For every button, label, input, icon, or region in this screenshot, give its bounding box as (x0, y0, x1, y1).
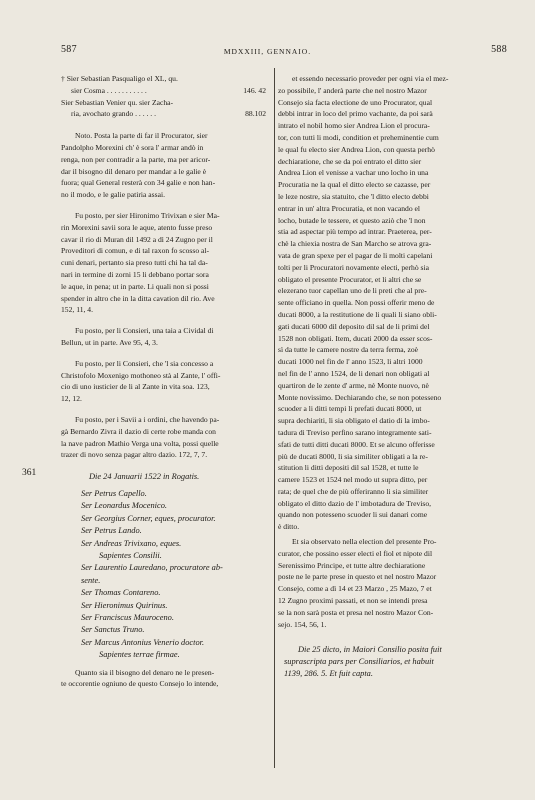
text-line: supra dechiariti, li sia obligato el datio di la imbo- (278, 416, 430, 426)
text-line: Consejo, come a dì 14 et 23 Marzo , 25 Mazo, 7 et (278, 584, 432, 594)
vote-entry-text: Sier Sebastian Pasqualigo el XL, qu. (66, 74, 178, 83)
text-line: Fu posto, per i Savii a i ordini, che havendo pa- (75, 414, 220, 424)
text-line: 12 Zugno proximi passati, et non se intendi presa (278, 596, 428, 606)
paragraph (61, 210, 268, 316)
text-line: 1139, 286. 5. Et fuit capta. (284, 669, 373, 679)
text-line: le aque, in pena; ut in parte. Li quali non si possi (61, 281, 209, 291)
vote-entry-text: sier Cosma . . . . . . . . . . . (71, 85, 147, 95)
name-entry: Ser Marcus Antonius Venerio doctor. (81, 637, 205, 647)
text-line: nari in termine di zorni 15 li debbano portar sora (61, 269, 209, 279)
text-line: 1528 non obligati. Item, ducati 2000 da esser scos- (278, 333, 433, 343)
name-entry: Ser Petrus Lando. (81, 526, 142, 536)
name-entry: Ser Andreas Trivixano, eques. (81, 538, 182, 548)
text-line: più de ducati 8000, li sia similiter obligati a la re- (278, 451, 428, 461)
text-line: spender in altro che in la ditta cavation dil rio. Ave (61, 293, 215, 303)
text-line: cavar il rio di Muran dil 1492 a dì 24 Zugno per il (61, 234, 213, 244)
name-entry: sente. (81, 575, 101, 585)
name-entry: Ser Leonardus Mocenico. (81, 501, 167, 511)
text-line: obligato el ditto dazio de l' imbotadura de Treviso, (278, 498, 432, 508)
vote-entry (61, 97, 268, 109)
right-column (278, 73, 511, 680)
text-line: se la non sarà posta et presa nel nostro Mazor Con- (278, 607, 434, 617)
text-line: Die 25 dicto, in Maiori Consilio posita fuit (298, 645, 442, 655)
text-line: Pandolpho Morexini ch' è sora l' armar andò in (61, 142, 204, 152)
paragraph (61, 414, 268, 461)
vote-list (61, 73, 268, 120)
text-line: Monte novissimo. Dechiarando che, se non potesseno (278, 392, 442, 402)
text-line: stia ad aspectar più tempo ad intrar. Praeterea, per- (278, 227, 432, 237)
vote-entry-text: ria, avochato grando . . . . . . (71, 109, 156, 119)
running-title: MDXXIII, GENNAIO. (223, 47, 312, 56)
text-line: Et sia observato nella election del presente Pro- (292, 537, 437, 547)
text-line: 12, 12. (61, 394, 82, 404)
margin-number: 361 (22, 468, 37, 478)
text-line: cuni denari, pertanto sia preso tutti chi ha tal da- (61, 258, 208, 268)
text-line: poste ne le parte prese in questo et nel nostro Mazor (278, 572, 437, 582)
text-line: Proveditori di comun, e di tal raxon fo scosso al- (61, 246, 210, 256)
name-entry: Ser Laurentio Lauredano, procuratore ab- (81, 563, 223, 573)
page-number-right: 588 (491, 44, 507, 55)
text-line: obligato el presente Procurator, et li altri che se (278, 274, 422, 284)
vote-entry-number: 146. 42 (243, 85, 266, 95)
left-paragraphs (61, 130, 268, 461)
name-entry: Ser Franciscus Mauroceno. (81, 612, 174, 622)
text-line: cio di uno iusticier de li al Zante in vita soa. 123, (61, 382, 210, 392)
text-line: sente officiano in quella. Non possi offerir meno de (278, 298, 435, 308)
text-line: la nave padron Mathio Verga una volta, possi quelle (61, 438, 219, 448)
text-line: elezerano tuor capellan uno de li preti che al pre- (278, 286, 427, 296)
name-entry: Ser Hieronimus Quirinus. (81, 600, 168, 610)
text-line: intrato el nobil homo sier Andrea Lion el procura- (278, 121, 430, 131)
text-line: 152, 11, 4. (61, 305, 93, 315)
text-line: gati ducati 6000 dil deposito dil sal de li primi del (278, 321, 430, 331)
text-line: chè la chiexia nostra de San Marcho se atrova gra- (278, 239, 432, 249)
text-line: ducati 8000, a la restitutione de li quali li siano obli- (278, 309, 437, 319)
name-entry: Ser Petrus Capello. (81, 488, 147, 498)
text-line: renga, non per contradir a la parte, ma per aricor- (61, 154, 211, 164)
paragraph (278, 644, 511, 679)
text-line: Procuratia ne la qual el ditto electo se cazasse, per (278, 180, 431, 190)
text-line: rin Morexini savii sora le aque, atento fusse preso (61, 222, 213, 232)
text-line: locho, butade le tessere, et questo aziò che 'l non (278, 215, 426, 225)
text-line: te occorentie ogniuno de questo Consejo lo intende, (61, 679, 219, 689)
text-line: vata de gran spexe per el pagar de li molti capelani (278, 250, 433, 260)
text-line: Andrea Lion el venisse a vachar uno locho in una (278, 168, 429, 178)
names-list (61, 488, 268, 662)
paragraph (61, 130, 268, 201)
right-paragraphs (278, 73, 511, 680)
text-line: dar il bisogno dil denaro per mandar a le galie è (61, 166, 207, 176)
text-line: Consejo sia facta electione de uno Procurator, qual (278, 97, 433, 107)
text-line: Noto. Posta la parte di far il Procurator, sier (75, 131, 208, 141)
name-entry: Ser Georgius Corner, eques, procurator. (81, 513, 216, 523)
page-number-left: 587 (61, 44, 77, 55)
paragraph (278, 73, 511, 533)
text-line: no il modo, e le galie patiria assai. (61, 190, 165, 200)
text-line: nel fin de l' anno 1524, de li denari non obligati al (278, 368, 430, 378)
text-line: tor, con tutti li modi, condition et preheminentie cum (278, 132, 439, 142)
vote-entry (61, 108, 268, 120)
vote-entry-number: 88.102 (245, 109, 266, 119)
name-entry: Ser Sanctus Truno. (81, 625, 145, 635)
text-line: camere 1523 et 1524 nel modo ut supra ditto, per (278, 475, 428, 485)
vote-entry (61, 85, 268, 97)
text-line: zo possibile, l' anderà parte che nel nostro Mazor (278, 85, 427, 95)
text-line: tadura di Treviso perfino sarano integramente sati- (278, 427, 432, 437)
text-line: Christofolo Moxenigo mothoneo stà al Zante, l' offi- (61, 370, 221, 380)
text-line: trazer di novo senza pagar altro dazio. 172, 7, 7. (61, 450, 208, 460)
text-line: dechiaratione, che se da poi entrato el ditto sier (278, 156, 422, 166)
text-line: rata; de quel che de più offeriranno li sia similiter (278, 486, 429, 496)
text-line: tolti per li Procuratori novamente electi, perhò sia (278, 262, 429, 272)
text-line: suprascripta pars per Consiliarios, et habuit (284, 657, 434, 667)
text-line: stitution li ditti depositi dil sal 1528, et tutte le (278, 463, 419, 473)
dagger-mark: † (61, 74, 65, 83)
paragraph (278, 536, 511, 630)
left-column (61, 73, 268, 690)
date-heading: Die 24 Januarii 1522 in Rogatis. (89, 472, 200, 482)
text-line: Serenissimo Principe, et tutte altre dechiaratione (278, 560, 426, 570)
vote-entry (61, 73, 268, 85)
vote-entry-text: Sier Sebastian Venier qu. sier Zacha- (61, 97, 174, 107)
text-line: et essendo necessario proveder per ogni via el mez- (292, 74, 449, 83)
text-line: sì da tutte le camere nostre da terra ferma, zoè (278, 345, 418, 355)
name-entry: Ser Thomas Contareno. (81, 588, 161, 598)
text-line: scuoder a li ditti tempi li prefati ducati 8000, ut (278, 404, 422, 414)
text-line: Quanto sia il bisogno del denaro ne le presen- (75, 667, 215, 677)
text-line: Fu posto, per li Consieri, una taia a Cividal di (75, 326, 214, 336)
paragraph (61, 358, 268, 405)
name-entry: Sapientes Consilii. (99, 550, 162, 560)
text-line: sejo. 154, 56, 1. (278, 619, 327, 629)
text-line: curator, che possino esser electi el fiol et nipote dil (278, 548, 433, 558)
text-line: Fu posto, per li Consieri, che 'l sia concesso a (75, 358, 214, 368)
text-line: fuora; qual General resterà con 34 galie e non han- (61, 178, 216, 188)
text-line: le qual fu electo sier Andrea Lion, con questa perhò (278, 144, 435, 154)
column-divider (274, 68, 275, 768)
text-line: debbi intrar in loco del primo vachante, da poi sarà (278, 109, 433, 119)
vote-entry-number (266, 97, 268, 109)
text-line: Bellun, ut in parte. Ave 95, 4, 3. (61, 337, 158, 347)
text-line: quando non potesseno scuoder li sui danari come (278, 510, 428, 520)
closing-paragraph (61, 667, 268, 691)
text-line: entrar in un' altra Procuratia, et non vacando el (278, 203, 421, 213)
text-line: quartiron de le zente d' arme, nè Monte nuovo, nè (278, 380, 429, 390)
name-entry: Sapientes terrae firmae. (99, 650, 180, 660)
text-line: gà Bernardo Zivra il dazio di certe robe manda con (61, 426, 216, 436)
paragraph (61, 325, 268, 349)
text-line: Fu posto, per sier Hironimo Trivixan e sier Ma- (75, 210, 220, 220)
text-line: sfati de tutti ditti ducati 8000. Et se alcuno offerisse (278, 439, 435, 449)
text-line: ducati 1000 nel fin de l' anno 1523, li altri 1000 (278, 357, 423, 367)
text-line: le leze nostre, sia statuito, che 'l ditto electo debbi (278, 191, 429, 201)
text-line: è ditto. (278, 522, 300, 532)
